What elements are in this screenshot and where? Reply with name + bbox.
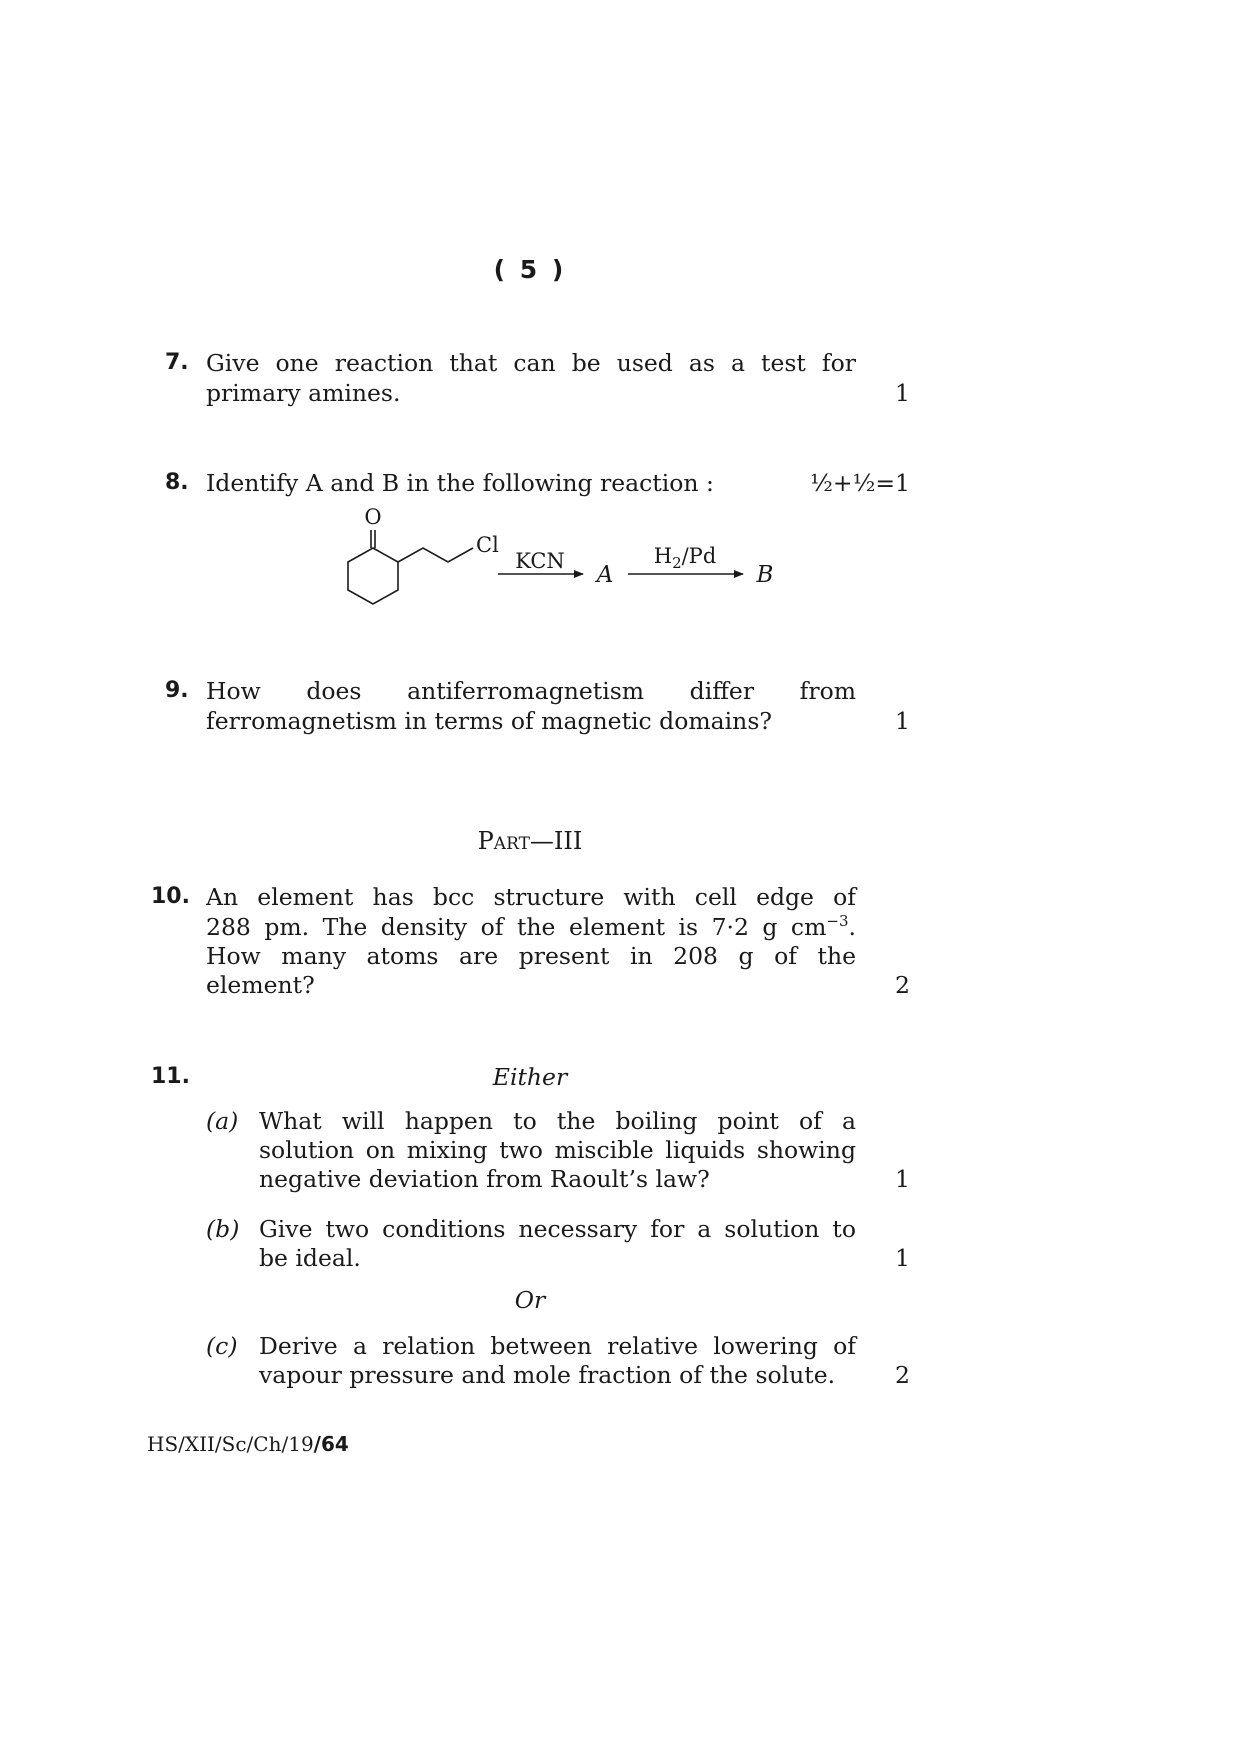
question-10-line-1: An element has bcc structure with cell edge of	[206, 883, 856, 911]
option-a-line-1: What will happen to the boiling point of a	[259, 1107, 856, 1135]
question-number-8: 8.	[165, 470, 189, 495]
question-10-line-3: How many atoms are present in 208 g of the	[206, 942, 856, 970]
option-a-label: (a)	[206, 1107, 239, 1135]
option-c-marks: 2	[895, 1361, 910, 1389]
paper-code-number: 64	[320, 1432, 349, 1456]
option-a-line-3: negative deviation from Raoult’s law?	[259, 1165, 710, 1193]
arrow-1-head	[574, 570, 584, 578]
chloroethyl-chain	[398, 548, 473, 562]
oxygen-label: O	[364, 505, 382, 529]
option-a-marks: 1	[895, 1165, 910, 1193]
reagent-kcn: KCN	[515, 549, 565, 573]
or-label: Or	[514, 1286, 546, 1314]
question-7-line-2: primary amines.	[206, 379, 401, 407]
chlorine-label: Cl	[476, 533, 499, 557]
question-10-exponent: −3	[826, 912, 849, 931]
question-7-marks: 1	[895, 379, 910, 407]
product-b: B	[756, 562, 774, 588]
question-9-marks: 1	[895, 707, 910, 735]
question-number-11: 11.	[151, 1064, 190, 1089]
question-number-10: 10.	[151, 884, 190, 909]
question-number-7: 7.	[165, 350, 189, 375]
question-7-line-1: Give one reaction that can be used as a test for	[206, 349, 856, 377]
paper-code	[147, 1432, 349, 1456]
paper-code-sep: /	[313, 1432, 321, 1456]
question-10-line-2-text: 288 pm. The density of the element is 7·2 g cm	[206, 913, 827, 941]
question-10-line-2-end: .	[848, 913, 856, 941]
option-b-line-2: be ideal.	[259, 1244, 361, 1272]
option-b-marks: 1	[895, 1244, 910, 1272]
reagent-h2-pd: $H_2/Pd$	[653, 544, 717, 572]
option-b-line-1: Give two conditions necessary for a solution to	[259, 1215, 856, 1243]
question-8-marks: ½+½=1	[810, 469, 910, 497]
paper-code-text: HS/XII/Sc/Ch/19	[147, 1432, 314, 1456]
option-c-line-1: Derive a relation between relative lowering of	[259, 1332, 856, 1360]
option-c-label: (c)	[206, 1332, 238, 1360]
question-9-line-2: ferromagnetism in terms of magnetic domains?	[206, 707, 772, 735]
option-c-line-2: vapour pressure and mole fraction of the solute.	[259, 1361, 836, 1389]
option-b-label: (b)	[206, 1215, 240, 1243]
question-8-text-content: Identify A and B in the following reaction :	[206, 469, 714, 497]
part-heading-text: Part—III	[477, 827, 583, 855]
cyclohexanone-ring	[348, 548, 398, 604]
question-10-line-4: element?	[206, 971, 315, 999]
either-label: Either	[492, 1063, 568, 1091]
question-10-line-2	[206, 913, 856, 943]
page-number: ( 5 )	[493, 255, 567, 284]
arrow-2-head	[734, 570, 744, 578]
reaction-scheme	[330, 500, 790, 620]
option-a-line-2: solution on mixing two miscible liquids showing	[259, 1136, 856, 1164]
question-10-marks: 2	[895, 971, 910, 999]
product-a: A	[596, 562, 614, 588]
part-heading	[0, 827, 1060, 855]
question-number-9: 9.	[165, 678, 189, 703]
question-9-line-1: How does antiferromagnetism differ from	[206, 677, 856, 705]
question-8-text	[206, 469, 714, 499]
